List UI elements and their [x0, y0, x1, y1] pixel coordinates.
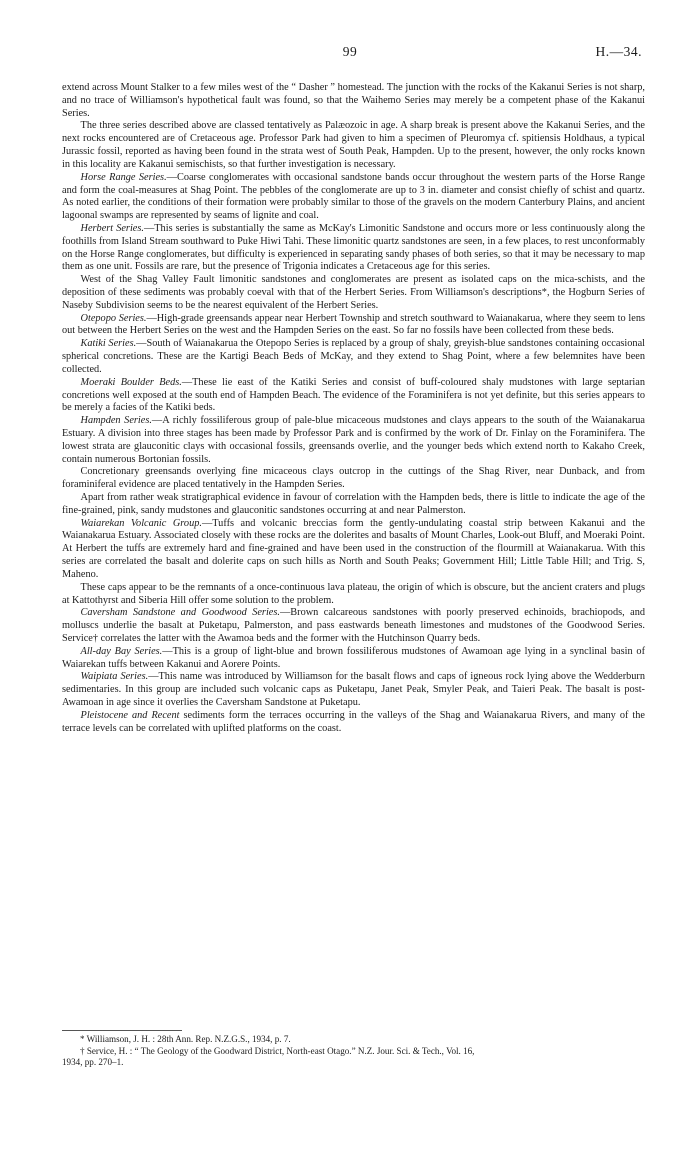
paragraph	[62, 607, 645, 645]
paragraph-text: —These lie east of the Katiki Series and consist of buff-coloured shaly mudstones with large septarian concretions well exposed at the south end of Hampden Beach. The evidence of the Foraminifera is not yet definite, but this series appears to be merely a facies of the Katiki beds.	[62, 376, 645, 414]
paragraph	[62, 82, 645, 120]
paragraph-lead: Horse Range Series.	[80, 171, 167, 183]
paragraph-text: West of the Shag Valley Fault limonitic sandstones and conglomerates are present as isolated caps on the mica-schists, and the deposition of these sediments was probably coeval with that of the Herbert Series. From Williamson's descriptions*, the Hogburn Series of Naseby Subdivision seems to be the nearest equivalent of the Herbert Series.	[62, 274, 645, 311]
paragraph-text: These caps appear to be the remnants of a once-continuous lava plateau, the origin of which is obscure, but the ancient craters and plugs at Kattothyrst and Siberia Hill offer some solution to the problem.	[62, 581, 645, 606]
paragraph	[62, 582, 645, 608]
paragraph-text: —High-grade greensands appear near Herbert Township and stretch southward to Waianakarua, where they seem to lens out between the Herbert Series on the west and the Hampden Series on the east. So far no fossils have been collected from these beds.	[62, 312, 645, 337]
paragraph-lead: Waipiata Series.	[80, 671, 149, 683]
page-number: 99	[342, 44, 358, 59]
paragraph-text: —Tuffs and volcanic breccias form the gently-undulating coastal strip between Kakanui and the Waianakarua Estuary. Associated closely with these rocks are the dolerites and basalts of Mount Charles, Look-out Bluff, and Moeraki Point. At Herbert the tuffs are extremely hard and fine-grained and have been used in the construction of the flourmill at Waianakarua. With this series are correlated the basalt and dolerite caps on such hills as North and South Peaks; Government Hill; Little Table Hill; and Trig. S, Maheno.	[62, 517, 645, 580]
paragraph-text: Concretionary greensands overlying fine micaceous clays outcrop in the cuttings of the Shag River, near Dunback, and from foraminiferal evidence are placed tentatively in the Hampden Series.	[62, 466, 645, 491]
paragraph-text: sediments form the terraces occurring in the valleys of the Shag and Waianakarua Rivers, and many of the terrace levels can be correlated with uplifted platforms on the coast.	[62, 709, 645, 734]
paragraph-text: The three series described above are classed tentatively as Palæozoic in age. A sharp break is present above the Kakanui Series, and the next rocks encountered are of Cretaceous age. Professor Park had given to him a specimen of Pleuromya cf. spitiensis Holdhaus, a typical Jurassic fossil, reported as having been found in the strata west of South Peak, Hampden. Up to the present, however, the only rocks known in this locality are Kakanui semischists, so that further investigation is necessary.	[62, 120, 645, 170]
paragraph-text: extend across Mount Stalker to a few miles west of the “ Dasher ” homestead. The junction with the rocks of the Kakanui Series is not sharp, and no trace of Williamson's hypothetical fault was found, so that the Waihemo Series may merely be a competent phase of the Kakanui Series.	[62, 82, 645, 119]
paragraph-lead: Hampden Series.	[80, 415, 152, 427]
paragraph-lead: Herbert Series.	[80, 222, 144, 234]
paragraph	[62, 377, 645, 415]
paragraph-text: Apart from rather weak stratigraphical evidence in favour of correlation with the Hampden beds, there is little to indicate the age of the fine-grained, pink, sandy mudstones and glauconitic sandstones occurring at and near Palmerston.	[62, 492, 645, 516]
paragraph	[62, 710, 645, 736]
footnote-divider	[62, 1030, 182, 1031]
paragraph	[62, 671, 645, 709]
paragraph-lead: Moeraki Boulder Beds.	[80, 376, 182, 388]
paragraph	[62, 223, 645, 274]
footnote: † Service, H. : “ The Geology of the Goodward District, North-east Otago.” N.Z. Jour. Sci. & Tech., Vol. 16,	[80, 1045, 475, 1056]
paragraph-text: —This is a group of light-blue and brown fossiliferous mudstones of Awamoan age lying in a synclinal basin of Waiarekan tuffs between Kakanui and Aorere Points.	[62, 645, 645, 670]
paragraph	[62, 492, 645, 518]
paragraph-text: —This series is substantially the same as McKay's Limonitic Sandstone and occurs more or less continuously along the foothills from Island Stream southward to Puke Hiwi Tahi. These limonitic quartz sandstones are seen, in a few places, to rest unconformably on the Horse Range conglomerates, but difficulty is experienced in separating sandy phases of both series, so that it may be necessary to map them as one unit. Fossils are rare, but the presence of Trigonia indicates a Cretaceous age for this series.	[62, 222, 645, 273]
paragraph	[62, 313, 645, 339]
paragraph	[62, 415, 645, 466]
paragraph-lead: Otepopo Series.	[80, 312, 147, 324]
paragraph-lead: Katiki Series.	[80, 338, 137, 350]
paragraph	[62, 466, 645, 492]
body-text	[62, 82, 645, 735]
paragraph-text: —A richly fossiliferous group of pale-blue micaceous mudstones and clays appears to the south of the Waianakarua Estuary. A division into three stages has been made by Professor Park and is confirmed by the work of Dr. Finlay on the Foraminifera. The lowest strata are glauconitic clays with occasional fossils, greensands overlie, and the younger beds which extend north to Kakaho Creek, contain numerous Bortonian fossils.	[62, 415, 645, 465]
paragraph	[62, 518, 645, 582]
paragraph-text: —Brown calcareous sandstones with poorly preserved echinoids, brachiopods, and molluscs underlie the basalt at Puketapu, Palmerston, and pass eastwards beneath limestones and mudstones of the Goodwood Series. Service† correlates the latter with the Awamoa beds and the former with the Hutchinson Quarry beds.	[62, 607, 645, 644]
paragraph-lead: Pleistocene and Recent	[80, 709, 180, 721]
paragraph	[62, 274, 645, 312]
paragraph-lead: All-day Bay Series.	[80, 645, 163, 657]
paragraph-text: —Coarse conglomerates with occasional sandstone bands occur throughout the western parts of the Horse Range and form the coal-measures at Shag Point. The pebbles of the conglomerate are up to 3 in. diameter and consist chiefly of schist and quartz. As noted earlier, the conditions of their formation were probably similar to those of the gravels on the modern Canterbury Plains, and ancient lagoonal swamps are represented by seams of lignite and coal.	[62, 171, 645, 222]
footnote-continuation: 1934, pp. 270–1.	[62, 1057, 124, 1068]
paragraph	[62, 172, 645, 223]
paragraph-lead: Caversham Sandstone and Goodwood Series.	[80, 607, 280, 619]
footnotes	[62, 1034, 645, 1069]
paragraph-lead: Waiarekan Volcanic Group.	[80, 517, 202, 529]
document-reference: H.—34.	[595, 44, 642, 59]
paragraph	[62, 646, 645, 672]
footnote: * Williamson, J. H. : 28th Ann. Rep. N.Z.G.S., 1934, p. 7.	[80, 1034, 291, 1044]
paragraph	[62, 338, 645, 376]
paragraph	[62, 120, 645, 171]
paragraph-text: —South of Waianakarua the Otepopo Series is replaced by a group of shaly, greyish-blue sandstones containing occasional spherical concretions. These are the Kartigi Beach Beds of McKay, and they extend to Shag Point, where a few belemnites have been collected.	[62, 338, 645, 375]
paragraph-text: —This name was introduced by Williamson for the basalt flows and caps of igneous rock lying above the Wedderburn sedimentaries. In this group are included such volcanic caps as Puketapu, Janet Peak, Smyler Peak, and Taieri Peak. The basalt is post-Awamoan in age since it overlies the Caversham Sandstone at Puketapu.	[62, 671, 645, 708]
